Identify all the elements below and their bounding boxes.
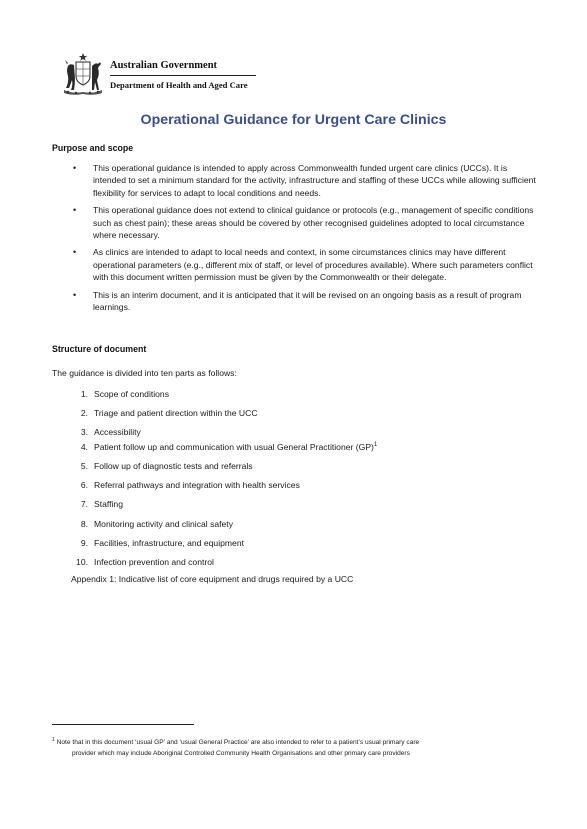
bullet-item bbox=[52, 204, 542, 241]
structure-intro: The guidance is divided into ten parts as follows: bbox=[52, 368, 237, 378]
part-text: Patient follow up and communication with usual General Practitioner (GP) bbox=[94, 441, 374, 452]
part-number: 10. bbox=[76, 556, 88, 567]
part-item bbox=[72, 407, 472, 426]
part-text: Follow up of diagnostic tests and referrals bbox=[94, 460, 253, 471]
part-number: 1. bbox=[80, 389, 88, 399]
bullet-text: This is an interim document, and it is anticipated that it will be revised on an ongoing basis as a result of program learnings. bbox=[93, 289, 522, 313]
part-item bbox=[72, 388, 472, 407]
bullet-dot-icon: • bbox=[73, 205, 77, 216]
purpose-heading: Purpose and scope bbox=[52, 143, 134, 153]
bullet-dot-icon: • bbox=[73, 247, 77, 258]
part-item bbox=[72, 518, 472, 537]
part-number: 9. bbox=[80, 537, 88, 548]
part-text: Scope of conditions bbox=[94, 389, 170, 399]
part-text: Infection prevention and control bbox=[94, 556, 214, 567]
part-number: 3. bbox=[80, 427, 88, 438]
part-text: Facilities, infrastructure, and equipment bbox=[94, 537, 244, 548]
part-text: Referral pathways and integration with health services bbox=[94, 480, 300, 491]
footnote-ref-link[interactable]: 1 bbox=[373, 441, 378, 448]
government-name: Australian Government bbox=[110, 60, 218, 71]
part-text: Monitoring activity and clinical safety bbox=[94, 518, 233, 529]
bullet-dot-icon: • bbox=[73, 163, 77, 173]
bullet-text: This operational guidance is intended to apply across Commonwealth funded urgent care clinics (UCCs). It is intended to set a minimum standard for the activity, infrastructure and staffing of these UCCs while allowing sufficient flexibility for services to adapt to local conditions and needs. bbox=[93, 163, 536, 198]
logo-divider bbox=[110, 75, 256, 76]
part-item bbox=[72, 460, 472, 479]
department-name: Department of Health and Aged Care bbox=[110, 80, 248, 90]
footnote-marker: 1 bbox=[52, 736, 55, 743]
part-item bbox=[72, 441, 472, 460]
bullet-text: As clinics are intended to adapt to local needs and context, in some circumstances clinics may have different operational parameters (e.g., different mix of staff, or level of procedures available). Where such parameters conflict with this document written permission must be given by the Commonwealth or their delegate. bbox=[93, 247, 533, 283]
part-item bbox=[72, 479, 472, 498]
structure-heading: Structure of document bbox=[52, 344, 147, 354]
part-number: 8. bbox=[80, 518, 88, 529]
part-text: Staffing bbox=[94, 499, 123, 510]
document-title: Operational Guidance for Urgent Care Clinics bbox=[140, 112, 447, 128]
coat-of-arms-icon bbox=[60, 52, 106, 96]
part-text: Triage and patient direction within the UCC bbox=[94, 408, 258, 419]
part-text: Accessibility bbox=[94, 427, 141, 438]
bullet-item bbox=[52, 289, 542, 314]
parts-list bbox=[72, 388, 472, 575]
part-number: 5. bbox=[80, 460, 88, 471]
part-item bbox=[72, 556, 472, 575]
part-text-with-footnote bbox=[94, 441, 377, 453]
footnote-divider bbox=[52, 724, 194, 725]
part-item bbox=[72, 498, 472, 517]
part-item bbox=[72, 426, 472, 440]
bullet-text: This operational guidance does not extend to clinical guidance or protocols (e.g., management of specific conditions such as chest pain); these areas should be covered by other recognised guidelines adopted to local circumstance where necessary. bbox=[93, 205, 534, 241]
bullet-item bbox=[52, 246, 542, 283]
footnote-text: Note that in this document ‘usual GP’ and ‘usual General Practice’ are also intended to refer to a patient’s usual primary care bbox=[54, 739, 420, 746]
part-item bbox=[72, 537, 472, 556]
footnote-line-1 bbox=[52, 738, 512, 749]
footnote bbox=[52, 738, 512, 759]
part-number: 4. bbox=[80, 441, 88, 452]
bullet-item bbox=[52, 162, 542, 199]
government-logo bbox=[110, 60, 256, 91]
part-number: 2. bbox=[80, 408, 88, 419]
bullet-dot-icon: • bbox=[73, 289, 77, 300]
purpose-bullet-list bbox=[52, 162, 542, 318]
part-number: 7. bbox=[80, 499, 88, 510]
appendix-item: Appendix 1: Indicative list of core equipment and drugs required by a UCC bbox=[71, 574, 354, 584]
footnote-line-2: provider which may include Aboriginal Controlled Community Health Organisations and other primary care providers bbox=[72, 749, 410, 757]
part-number: 6. bbox=[80, 480, 88, 491]
